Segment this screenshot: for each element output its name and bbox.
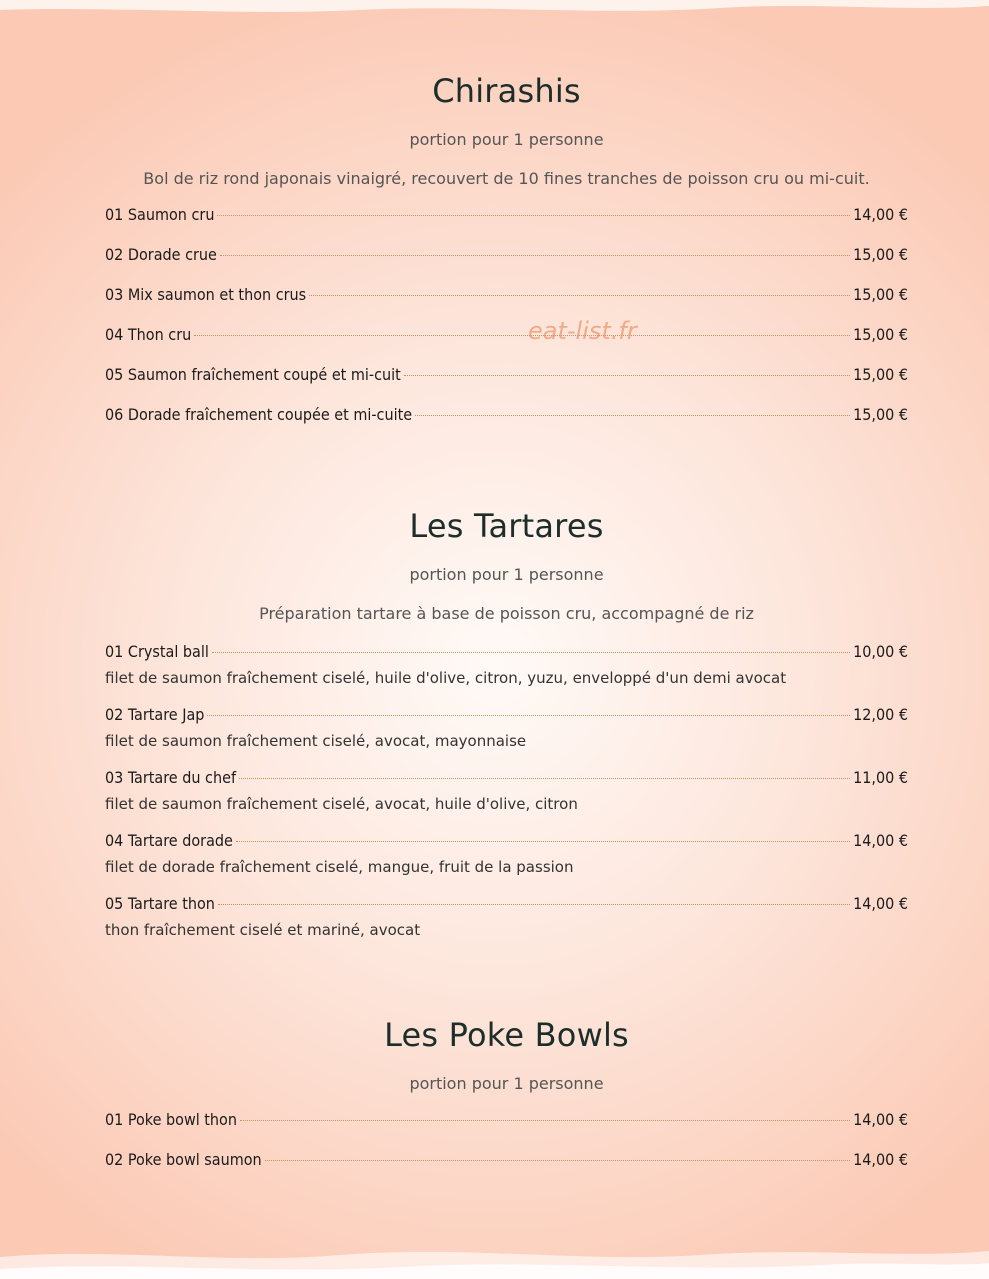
menu-item	[105, 324, 908, 364]
menu-item	[105, 641, 908, 704]
section-poke-bowls	[105, 1016, 908, 1189]
section-chirashis	[105, 72, 908, 444]
section-tartares	[105, 507, 908, 956]
dotted-leader	[207, 715, 850, 716]
menu-item-description: filet de saumon fraîchement ciselé, avocat, mayonnaise	[105, 732, 527, 750]
watermark: eat-list.fr	[528, 317, 637, 345]
menu-item-price: 14,00 €	[853, 1150, 908, 1169]
top-wave-decoration	[0, 0, 989, 18]
menu-item	[105, 704, 908, 767]
menu-item-name: 02 Poke bowl saumon	[105, 1150, 262, 1169]
dotted-leader	[236, 841, 850, 842]
menu-item-name: 05 Saumon fraîchement coupé et mi-cuit	[105, 365, 401, 384]
menu-item-list	[105, 1109, 908, 1189]
bottom-wave-decoration	[0, 1243, 989, 1279]
menu-item	[105, 767, 908, 830]
dotted-leader	[217, 215, 850, 216]
dotted-leader	[212, 652, 850, 653]
menu-item	[105, 1149, 908, 1189]
menu-item	[105, 364, 908, 404]
menu-item-list	[105, 204, 908, 444]
section-description: Préparation tartare à base de poisson cru, accompagné de riz	[259, 604, 754, 623]
menu-item-name: 02 Dorade crue	[105, 245, 217, 264]
menu-item	[105, 244, 908, 284]
menu-item-price: 12,00 €	[853, 705, 908, 724]
menu-item	[105, 404, 908, 444]
menu-item-list	[105, 641, 908, 956]
section-title: Chirashis	[432, 72, 581, 110]
menu-item-description: filet de dorade fraîchement ciselé, mangue, fruit de la passion	[105, 858, 574, 876]
menu-item-price: 14,00 €	[853, 894, 908, 913]
menu-item-name: 05 Tartare thon	[105, 894, 215, 913]
menu-item-price: 15,00 €	[853, 405, 908, 424]
menu-item	[105, 893, 908, 956]
menu-item-name: 04 Tartare dorade	[105, 831, 233, 850]
menu-item-description: filet de saumon fraîchement ciselé, huile d'olive, citron, yuzu, enveloppé d'un demi avocat	[105, 669, 787, 687]
menu-item-name: 01 Crystal ball	[105, 642, 209, 661]
menu-item-price: 14,00 €	[853, 1110, 908, 1129]
dotted-leader	[415, 415, 850, 416]
section-description: Bol de riz rond japonais vinaigré, recouvert de 10 fines tranches de poisson cru ou mi-cuit.	[143, 169, 870, 188]
menu-item-price: 15,00 €	[853, 245, 908, 264]
menu-item-name: 01 Saumon cru	[105, 205, 215, 224]
menu-item-price: 14,00 €	[853, 831, 908, 850]
section-title: Les Poke Bowls	[384, 1016, 629, 1054]
menu-item-name: 01 Poke bowl thon	[105, 1110, 237, 1129]
menu-item-price: 10,00 €	[853, 642, 908, 661]
menu-item-price: 11,00 €	[853, 768, 908, 787]
dotted-leader	[309, 295, 850, 296]
menu-item-price: 15,00 €	[853, 365, 908, 384]
menu-item-description: thon fraîchement ciselé et mariné, avocat	[105, 921, 421, 939]
dotted-leader	[240, 1120, 850, 1121]
menu-item-price: 15,00 €	[853, 285, 908, 304]
menu-item-name: 04 Thon cru	[105, 325, 192, 344]
dotted-leader	[239, 778, 850, 779]
section-subtitle: portion pour 1 personne	[409, 1074, 604, 1093]
menu-item	[105, 1109, 908, 1149]
dotted-leader	[404, 375, 850, 376]
section-subtitle: portion pour 1 personne	[409, 565, 604, 584]
menu-item	[105, 284, 908, 324]
menu-item-name: 02 Tartare Jap	[105, 705, 205, 724]
dotted-leader	[218, 904, 850, 905]
menu-item-price: 14,00 €	[853, 205, 908, 224]
dotted-leader	[265, 1160, 850, 1161]
menu-item-name: 06 Dorade fraîchement coupée et mi-cuite	[105, 405, 413, 424]
dotted-leader	[194, 335, 850, 336]
menu-item	[105, 830, 908, 893]
section-title: Les Tartares	[409, 507, 604, 545]
menu-item-description: filet de saumon fraîchement ciselé, avocat, huile d'olive, citron	[105, 795, 578, 813]
dotted-leader	[220, 255, 850, 256]
menu-item-name: 03 Tartare du chef	[105, 768, 237, 787]
menu-item-name: 03 Mix saumon et thon crus	[105, 285, 307, 304]
section-subtitle: portion pour 1 personne	[409, 130, 604, 149]
menu-item-price: 15,00 €	[853, 325, 908, 344]
menu-item	[105, 204, 908, 244]
